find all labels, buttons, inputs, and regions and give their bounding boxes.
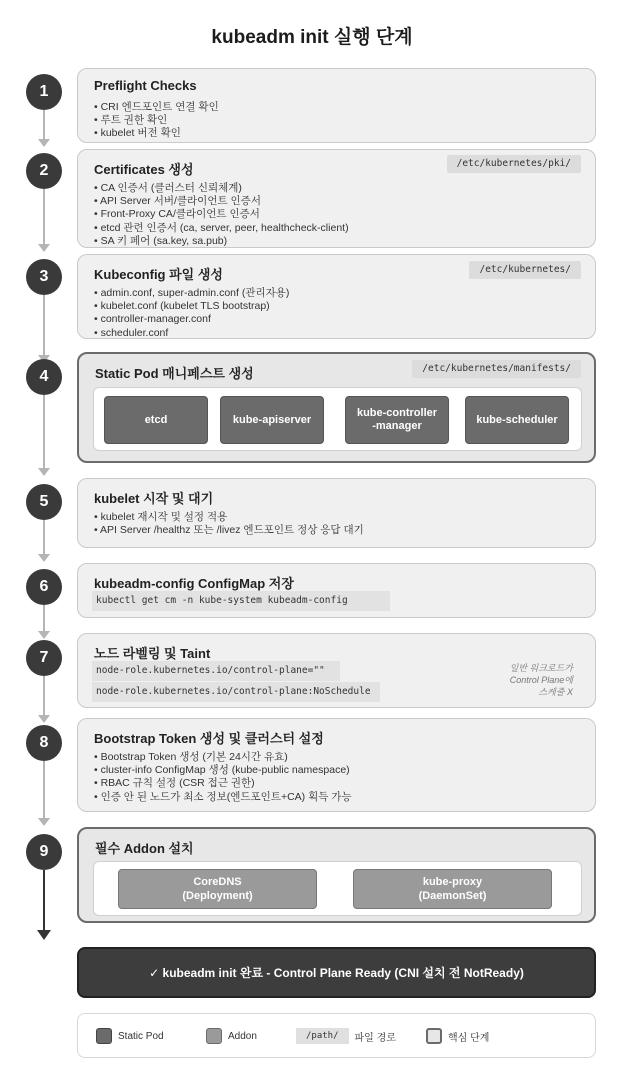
legend-addon (206, 1027, 257, 1045)
step-5-bullets (94, 511, 364, 537)
connector-6-7 (43, 605, 45, 632)
connector-8-9 (43, 761, 45, 819)
legend-path (296, 1027, 396, 1045)
step-4-number: 4 (26, 359, 62, 395)
step-8-box (77, 718, 596, 812)
arrowhead-8-9 (38, 818, 50, 826)
addon-container (93, 861, 582, 916)
legend-path-label: 파일 경로 (354, 1032, 396, 1044)
step-1-box (77, 68, 596, 143)
step-1-number: 1 (26, 74, 62, 110)
path-badge: /etc/kubernetes/pki/ (447, 155, 581, 173)
bullet: • API Server /healthz 또는 /livez 엔드포인트 정상 응답 대기 (94, 524, 364, 537)
legend-static-pod (96, 1027, 164, 1045)
step-2-number: 2 (26, 153, 62, 189)
final-status-box: ✓ kubeadm init 완료 - Control Plane Ready (CNI 설치 전 NotReady) (77, 947, 596, 998)
step-6-box (77, 563, 596, 618)
step-8-bullets (94, 751, 352, 804)
bullet: • 루트 권한 확인 (94, 114, 168, 127)
step-6-number: 6 (26, 569, 62, 605)
path-badge: /etc/kubernetes/ (469, 261, 581, 279)
bullet: • kubelet 버전 확인 (94, 127, 181, 140)
step-3-bullets (94, 287, 289, 340)
arrowhead-final (37, 930, 51, 940)
step-1-bullets (94, 101, 219, 141)
path-badge: /etc/kubernetes/manifests/ (412, 360, 581, 378)
note-line: 스케줄 X (538, 687, 573, 697)
note-line: Control Plane에 (509, 675, 573, 685)
bullet: • Bootstrap Token 생성 (기본 24시간 유효) (94, 751, 288, 763)
step-5-title: kubelet 시작 및 대기 (94, 491, 214, 506)
arrowhead-7-8 (38, 715, 50, 723)
arrowhead-5-6 (38, 554, 50, 562)
label-code: node-role.kubernetes.io/control-plane="" (92, 661, 340, 681)
bullet: • 인증 안 된 노드가 최소 정보(엔드포인트+CA) 획득 가능 (94, 790, 352, 803)
legend (77, 1013, 596, 1058)
bullet: • API Server 서버/클라이언트 인증서 (94, 195, 261, 208)
step-9-number: 9 (26, 834, 62, 870)
step-6-title: kubeadm-config ConfigMap 저장 (94, 576, 294, 591)
step-7-note (510, 662, 573, 698)
step-7-number: 7 (26, 640, 62, 676)
bullet: • SA 키 페어 (sa.key, sa.pub) (94, 234, 228, 247)
step-9-title: 필수 Addon 설치 (95, 841, 194, 856)
bullet: • cluster-info ConfigMap 생성 (kube-public namespace) (94, 764, 350, 777)
bullet: • controller-manager.conf (94, 313, 211, 326)
step-4-box (77, 352, 596, 463)
step-3-number: 3 (26, 259, 62, 295)
taint-code: node-role.kubernetes.io/control-plane:NoSchedule (92, 682, 380, 702)
addon-swatch (206, 1028, 222, 1044)
step-3-title: Kubeconfig 파일 생성 (94, 267, 223, 282)
bullet: • CA 인증서 (클러스터 신뢰체계) (94, 182, 242, 194)
legend-static-pod-label: Static Pod (118, 1030, 164, 1042)
bullet: • scheduler.conf (94, 326, 169, 339)
addon-kube-proxy: kube-proxy (DaemonSet) (353, 869, 552, 909)
legend-core-label: 핵심 단계 (448, 1032, 490, 1044)
bullet: • etcd 관련 인증서 (ca, server, peer, healthcheck-client) (94, 221, 349, 234)
step-5-box (77, 478, 596, 548)
static-pod-kube-apiserver: kube-apiserver (220, 396, 324, 444)
connector-7-8 (43, 676, 45, 716)
legend-core (426, 1027, 489, 1045)
connector-4-5 (43, 395, 45, 468)
step-1-title: Preflight Checks (94, 78, 197, 93)
step-7-title: 노드 라벨링 및 Taint (94, 646, 211, 661)
step-2-box (77, 149, 596, 248)
bullet: • RBAC 규칙 설정 (CSR 접근 권한) (94, 777, 255, 790)
step-7-box (77, 633, 596, 708)
core-step-swatch (426, 1028, 442, 1044)
connector-9-final (43, 870, 45, 930)
addon-coredns: CoreDNS (Deployment) (118, 869, 317, 909)
diagram-title: kubeadm init 실행 단계 (211, 27, 413, 48)
connector-1-2 (43, 110, 45, 140)
step-8-title: Bootstrap Token 생성 및 클러스터 설정 (94, 731, 324, 746)
static-pod-etcd: etcd (104, 396, 208, 444)
connector-2-3 (43, 189, 45, 245)
bullet: • kubelet 재시작 및 설정 적용 (94, 511, 228, 523)
connector-5-6 (43, 520, 45, 555)
static-pod-kube-scheduler: kube-scheduler (465, 396, 569, 444)
legend-path-sample: /path/ (296, 1028, 349, 1044)
code-command: kubectl get cm -n kube-system kubeadm-config (92, 591, 390, 611)
step-9-box (77, 827, 596, 923)
arrowhead-6-7 (38, 631, 50, 639)
bullet: • CRI 엔드포인트 연결 확인 (94, 101, 219, 113)
legend-addon-label: Addon (228, 1030, 257, 1042)
bullet: • admin.conf, super-admin.conf (관리자용) (94, 287, 290, 299)
static-pod-swatch (96, 1028, 112, 1044)
step-8-number: 8 (26, 725, 62, 761)
bullet: • kubelet.conf (kubelet TLS bootstrap) (94, 300, 270, 313)
arrowhead-4-5 (38, 468, 50, 476)
step-2-bullets (94, 182, 349, 248)
connector-3-4 (43, 295, 45, 356)
step-5-number: 5 (26, 484, 62, 520)
step-3-box (77, 254, 596, 339)
step-2-title: Certificates 생성 (94, 162, 194, 177)
step-4-title: Static Pod 매니페스트 생성 (95, 366, 254, 381)
static-pod-kube-controller-manager: kube-controller -manager (345, 396, 449, 444)
static-pod-container (93, 387, 582, 451)
bullet: • Front-Proxy CA/클라이언트 인증서 (94, 208, 260, 221)
arrowhead-1-2 (38, 139, 50, 147)
note-line: 일반 워크로드가 (509, 663, 573, 673)
arrowhead-2-3 (38, 244, 50, 252)
